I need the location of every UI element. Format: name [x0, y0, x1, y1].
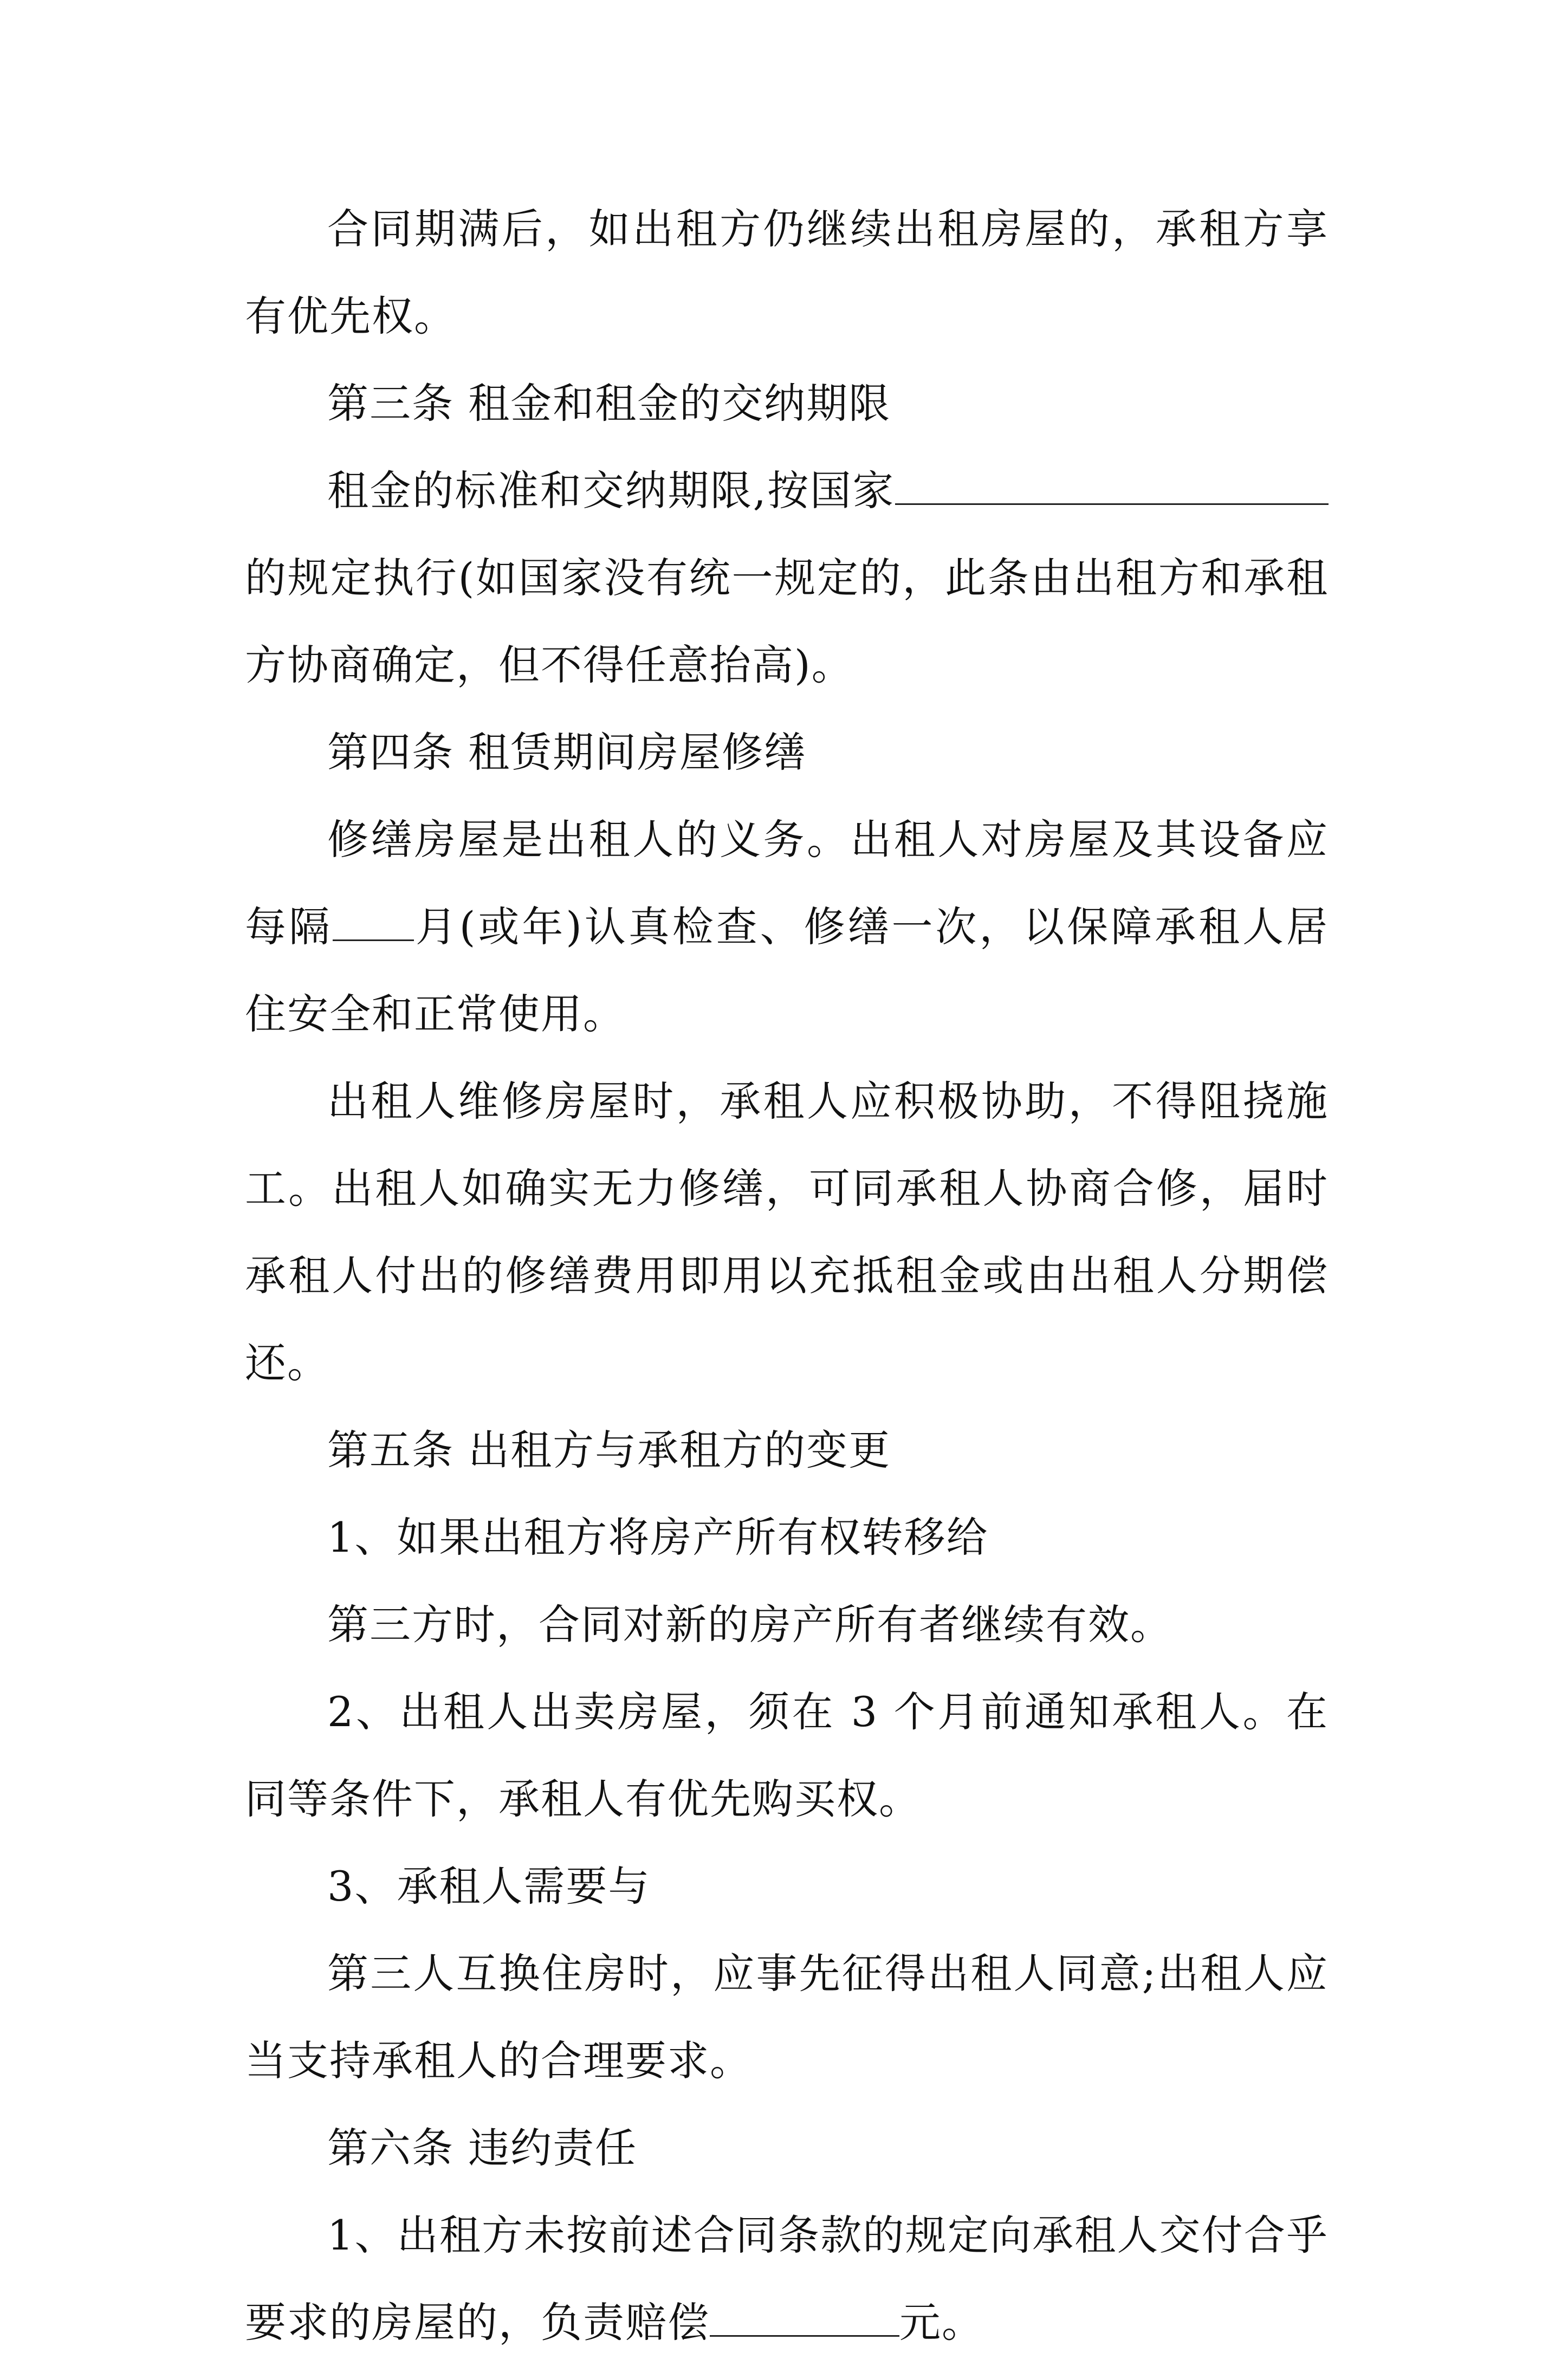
- blank-line: [333, 905, 414, 941]
- paragraph-rent-standard-lead: 租金的标准和交纳期限,按国家: [327, 466, 895, 515]
- paragraph-repair-duty: [245, 796, 1329, 1058]
- paragraph-rent-standard: [245, 447, 1329, 709]
- paragraph-repair-cooperation: 出租人维修房屋时，承租人应积极协助，不得阻挠施工。出租人如确实无力修缮，可同承租人协商合修，届时承租人付出的修缮费用即用以充抵租金或由出租人分期偿还。: [245, 1077, 1329, 1387]
- paragraph-repair-duty-rest: 月(或年)认真检查、修缮一次，以保障承租人居住安全和正常使用。: [245, 903, 1329, 1038]
- paragraph-rent-standard-rest: 的规定执行(如国家没有统一规定的，此条由出租方和承租方协商确定，但不得任意抬高)。: [245, 554, 1329, 689]
- heading-article-3: 第三条 租金和租金的交纳期限: [327, 379, 891, 427]
- paragraph-breach-compensation: [245, 2192, 1329, 2366]
- paragraph-sale-notice: 2、出租人出卖房屋，须在 3 个月前通知承租人。在同等条件下，承租人有优先购买权。: [245, 1688, 1329, 1823]
- blank-line: [895, 469, 1329, 505]
- heading-article-4: 第四条 租赁期间房屋修缮: [327, 728, 807, 776]
- paragraph-breach-compensation-lead: 1、出租方未按前述合同条款的规定向承租人交付合乎要求的房屋的，负责赔偿: [245, 2211, 1329, 2346]
- heading-article-5: 第五条 出租方与承租方的变更: [327, 1426, 891, 1474]
- blank-line: [710, 2300, 899, 2337]
- paragraph-renewal-priority: 合同期满后，如出租方仍继续出租房屋的，承租方享有优先权。: [245, 205, 1329, 340]
- paragraph-ownership-transfer: 1、如果出租方将房产所有权转移给: [327, 1513, 989, 1561]
- paragraph-third-party-validity: 第三方时，合同对新的房产所有者继续有效。: [327, 1600, 1172, 1649]
- heading-article-6: 第六条 违约责任: [327, 2124, 638, 2172]
- paragraph-tenant-exchange: 3、承租人需要与: [327, 1862, 651, 1910]
- paragraph-breach-compensation-rest: 元。: [899, 2298, 984, 2346]
- paragraph-exchange-consent: 第三人互换住房时，应事先征得出租人同意;出租人应当支持承租人的合理要求。: [245, 1949, 1329, 2085]
- document-body: [245, 185, 1329, 2366]
- paragraph-repair-duty-lead: 修缮房屋是出租人的义务。出租人对房屋及其设备应每隔: [245, 815, 1329, 951]
